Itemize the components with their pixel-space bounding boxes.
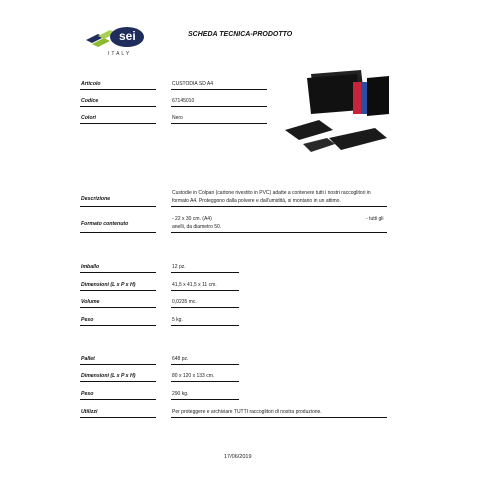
descrizione-line-2: formato A4. Proteggono dalla polvere e dall'umidità, si montano in un attimo. <box>172 198 341 204</box>
divider <box>80 290 156 291</box>
divider <box>80 417 156 418</box>
value-dimensioni-pallet: 80 x 120 x 133 cm. <box>172 373 215 379</box>
divider <box>80 307 156 308</box>
divider <box>80 399 156 400</box>
divider <box>80 206 156 207</box>
divider <box>171 417 387 418</box>
divider <box>80 272 156 273</box>
divider <box>171 272 239 273</box>
label-descrizione: Descrizione <box>81 196 111 202</box>
divider <box>80 325 156 326</box>
footer-date: 17/06/2019 <box>224 454 252 460</box>
divider <box>171 325 239 326</box>
divider <box>171 364 239 365</box>
divider <box>80 364 156 365</box>
logo-subtitle: ITALY <box>108 51 132 57</box>
label-peso-imballo: Peso <box>81 317 94 323</box>
label-dimensioni-imballo: Dimensioni (L x P x H) <box>81 282 136 288</box>
formato-part-3: anelli, da diametro 50. <box>172 224 222 230</box>
value-colori: Nero <box>172 115 183 121</box>
label-codice: Codice <box>81 98 99 104</box>
value-dimensioni-imballo: 41,5 x 41,5 x 11 cm. <box>172 282 217 288</box>
divider <box>171 89 267 90</box>
document-title: SCHEDA TECNICA-PRODOTTO <box>188 31 293 38</box>
value-utilizzi: Per proteggere e archiviare TUTTI raccoglitori di nostra produzione. <box>172 409 322 415</box>
divider <box>80 123 156 124</box>
descrizione-line-1: Custodie in Colpan (cartone rivestito in PVC) adatte a contenere tutti i nostri raccoglitori in <box>172 190 371 196</box>
label-colori: Colori <box>81 115 96 121</box>
divider <box>171 290 239 291</box>
divider <box>171 123 267 124</box>
product-image <box>283 68 391 160</box>
label-peso-pallet: Peso <box>81 391 94 397</box>
divider <box>80 381 156 382</box>
formato-part-2: - tutti gli <box>366 216 384 222</box>
label-pallet: Pallet <box>81 356 95 362</box>
divider <box>171 399 239 400</box>
divider <box>171 232 387 233</box>
label-utilizzi: Utilizzi <box>81 409 98 415</box>
value-imballo: 12 pz. <box>172 264 186 270</box>
value-pallet: 648 pz. <box>172 356 189 362</box>
label-formato-contenuto: Formato contenuto <box>81 221 129 227</box>
label-imballo: Imballo <box>81 264 100 270</box>
divider <box>171 206 387 207</box>
logo-wordmark: sei <box>119 29 136 43</box>
divider <box>80 89 156 90</box>
divider <box>80 106 156 107</box>
divider <box>171 307 239 308</box>
label-articolo: Articolo <box>81 81 101 87</box>
divider <box>171 381 239 382</box>
label-volume: Volume <box>81 299 100 305</box>
label-dimensioni-pallet: Dimensioni (L x P x H) <box>81 373 136 379</box>
value-articolo: CUSTODIA SD A4 <box>172 81 214 87</box>
divider <box>80 232 156 233</box>
divider <box>171 106 267 107</box>
value-volume: 0,0235 mc. <box>172 299 197 305</box>
value-peso-imballo: 5 kg. <box>172 317 183 323</box>
value-peso-pallet: 290 kg. <box>172 391 189 397</box>
formato-part-1: - 22 x 30 cm. (A4) <box>172 216 212 222</box>
value-codice: 67145010 <box>172 98 195 104</box>
